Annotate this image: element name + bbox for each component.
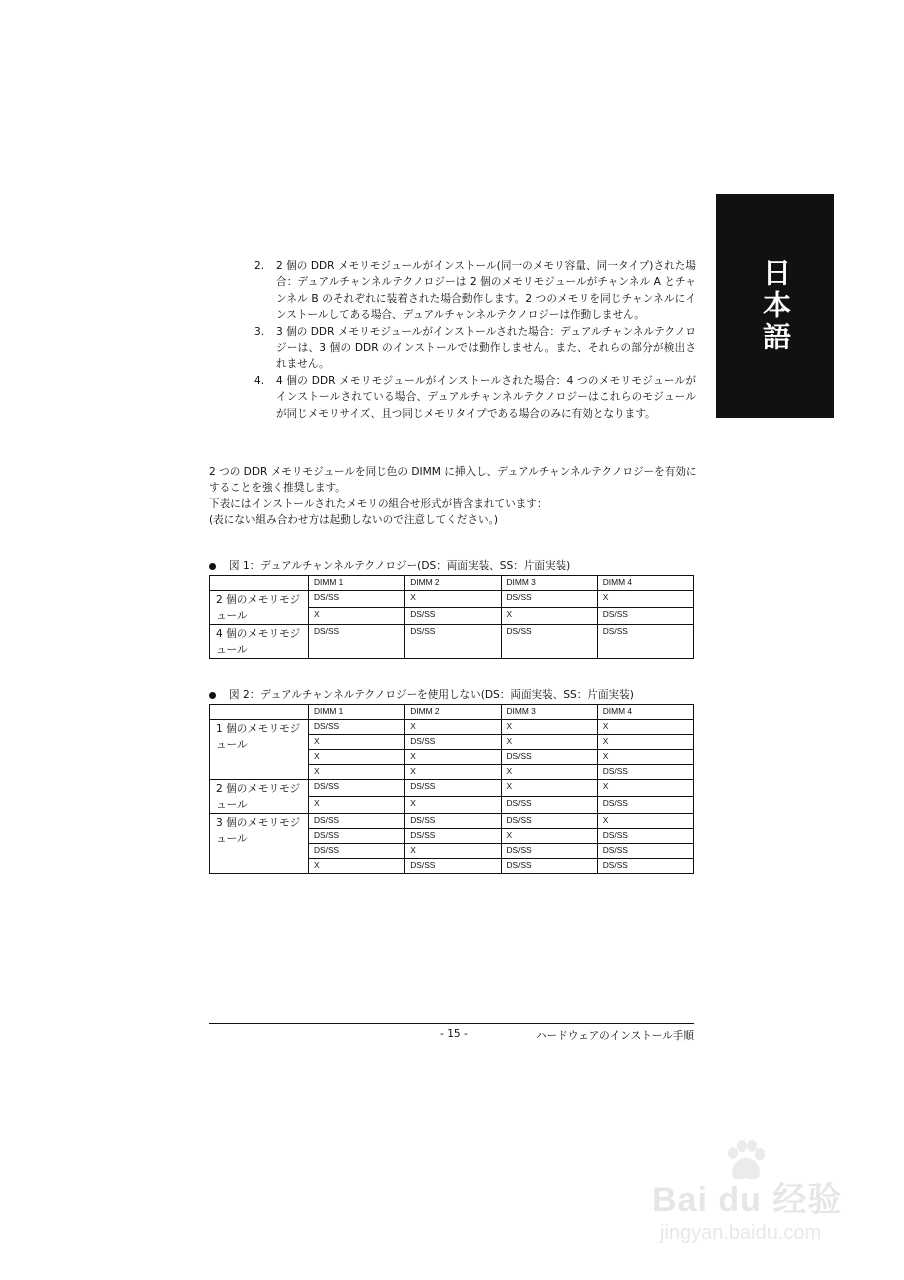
table-cell: X [405, 797, 501, 814]
table-cell: X [501, 829, 597, 844]
table-cell: DS/SS [405, 735, 501, 750]
table-row [210, 625, 694, 659]
table-cell: DS/SS [597, 608, 693, 625]
row-group-label: 2 個のメモリモジュール [210, 780, 309, 814]
table-cell: X [597, 720, 693, 735]
page-number: - 15 - [440, 1028, 468, 1040]
table-cell: X [501, 780, 597, 797]
table-cell: DS/SS [309, 625, 405, 659]
table-row [210, 814, 694, 829]
list-item-text: 3 個の DDR メモリモジュールがインストールされた場合：デュアルチャンネルテクノロジーは、3 個の DDR のインストールでは動作しません。また、それらの部分が検出されません。 [276, 325, 696, 371]
table-cell: DS/SS [597, 859, 693, 874]
list-item-number: 4. [254, 374, 265, 387]
list-item [254, 373, 696, 422]
table-cell: X [309, 608, 405, 625]
table-cell: X [309, 765, 405, 780]
language-tab-label: 日本語 [759, 258, 792, 354]
table-cell: DS/SS [597, 844, 693, 859]
language-tab [716, 194, 834, 418]
list-item [254, 324, 696, 373]
figure2-caption [209, 688, 634, 702]
figure2-caption-text: 図 2：デュアルチャンネルテクノロジーを使用しない(DS：両面実装、SS：片面実装) [229, 689, 634, 701]
table-cell: DS/SS [309, 829, 405, 844]
numbered-list [254, 258, 696, 422]
table-cell: X [597, 780, 693, 797]
table-cell: X [501, 735, 597, 750]
table-cell: DS/SS [309, 720, 405, 735]
column-header: DIMM 4 [597, 576, 693, 591]
table-cell: X [309, 750, 405, 765]
table-intro-line: 下表にはインストールされたメモリの組合せ形式が皆含まれています： [209, 498, 548, 510]
chapter-title: ハードウェアのインストール手順 [536, 1030, 694, 1042]
watermark-url: jingyan.baidu.com [660, 1222, 822, 1244]
row-group-label: 2 個のメモリモジュール [210, 591, 309, 625]
table-cell: DS/SS [597, 797, 693, 814]
list-item-text: 4 個の DDR メモリモジュールがインストールされた場合：4 つのメモリモジュールがインストールされている場合、デュアルチャンネルテクノロジーはこれらのモジュールが同じメモリサイズ、且つ同じメモリタイプである場合のみに有効となります。 [276, 374, 696, 420]
table-cell: X [405, 720, 501, 735]
column-header: DIMM 1 [309, 705, 405, 720]
table-cell: DS/SS [405, 608, 501, 625]
table-cell: DS/SS [405, 829, 501, 844]
table-cell: X [597, 735, 693, 750]
header-blank-cell [210, 576, 309, 591]
list-item-text: 2 個の DDR メモリモジュールがインストール(同一のメモリ容量、同一タイプ)された場合：デュアルチャンネルテクノロジーは 2 個のメモリモジュールがチャンネル A とチャンネル B のそれぞれに装着された場合動作します。2 つのメモリを同じチャンネルにインストールしてある場合、デュアルチャンネルテクノロジーは作動しません。 [276, 260, 696, 322]
table-cell: X [597, 750, 693, 765]
table-cell: X [405, 591, 501, 608]
column-header: DIMM 2 [405, 705, 501, 720]
column-header: DIMM 1 [309, 576, 405, 591]
list-item-number: 2. [254, 260, 265, 272]
table-cell: X [309, 797, 405, 814]
table-cell: X [405, 844, 501, 859]
table-cell: DS/SS [501, 750, 597, 765]
table-note-line: (表にない組み合わせ方は起動しないので注意してください。) [209, 514, 498, 526]
column-header: DIMM 2 [405, 576, 501, 591]
table-cell: DS/SS [597, 765, 693, 780]
header-blank-cell [210, 705, 309, 720]
table-cell: DS/SS [405, 814, 501, 829]
table-cell: X [405, 765, 501, 780]
list-item-number: 3. [254, 325, 265, 338]
table-cell: X [501, 720, 597, 735]
table-row [210, 591, 694, 608]
table-cell: DS/SS [501, 625, 597, 659]
table-cell: DS/SS [501, 814, 597, 829]
watermark-brand: Bai du 经验 [652, 1181, 843, 1219]
table-cell: DS/SS [405, 780, 501, 797]
table-row [210, 780, 694, 797]
table-cell: DS/SS [405, 625, 501, 659]
table-cell: DS/SS [309, 591, 405, 608]
dual-channel-table [209, 575, 694, 659]
list-item [254, 258, 696, 324]
table-cell: DS/SS [501, 844, 597, 859]
non-dual-channel-table [209, 704, 694, 874]
column-header: DIMM 3 [501, 705, 597, 720]
table-cell: DS/SS [309, 814, 405, 829]
table-cell: X [309, 735, 405, 750]
table-cell: X [597, 591, 693, 608]
figure1-caption-text: 図 1：デュアルチャンネルテクノロジー(DS：両面実装、SS：片面実装) [229, 560, 571, 572]
table-cell: DS/SS [501, 591, 597, 608]
table-cell: X [501, 608, 597, 625]
table-cell: DS/SS [597, 829, 693, 844]
recommendation-paragraph: 2 つの DDR メモリモジュールを同じ色の DIMM に挿入し、デュアルチャンネルテクノロジーを有効にすることを強く推奨します。 [209, 466, 697, 495]
table-cell: X [597, 814, 693, 829]
row-group-label: 3 個のメモリモジュール [210, 814, 309, 874]
row-group-label: 1 個のメモリモジュール [210, 720, 309, 780]
table-cell: DS/SS [309, 844, 405, 859]
bullet-icon [209, 692, 216, 699]
table-cell: DS/SS [309, 780, 405, 797]
table-cell: DS/SS [501, 859, 597, 874]
table-header-row [210, 705, 694, 720]
footer-divider [209, 1023, 694, 1024]
table-cell: X [309, 859, 405, 874]
table-cell: DS/SS [501, 797, 597, 814]
bullet-icon [209, 563, 216, 570]
table-cell: X [501, 765, 597, 780]
table-cell: X [405, 750, 501, 765]
column-header: DIMM 4 [597, 705, 693, 720]
table-header-row [210, 576, 694, 591]
table-cell: DS/SS [597, 625, 693, 659]
column-header: DIMM 3 [501, 576, 597, 591]
table-row [210, 720, 694, 735]
row-group-label: 4 個のメモリモジュール [210, 625, 309, 659]
figure1-caption [209, 559, 570, 573]
table-cell: DS/SS [405, 859, 501, 874]
